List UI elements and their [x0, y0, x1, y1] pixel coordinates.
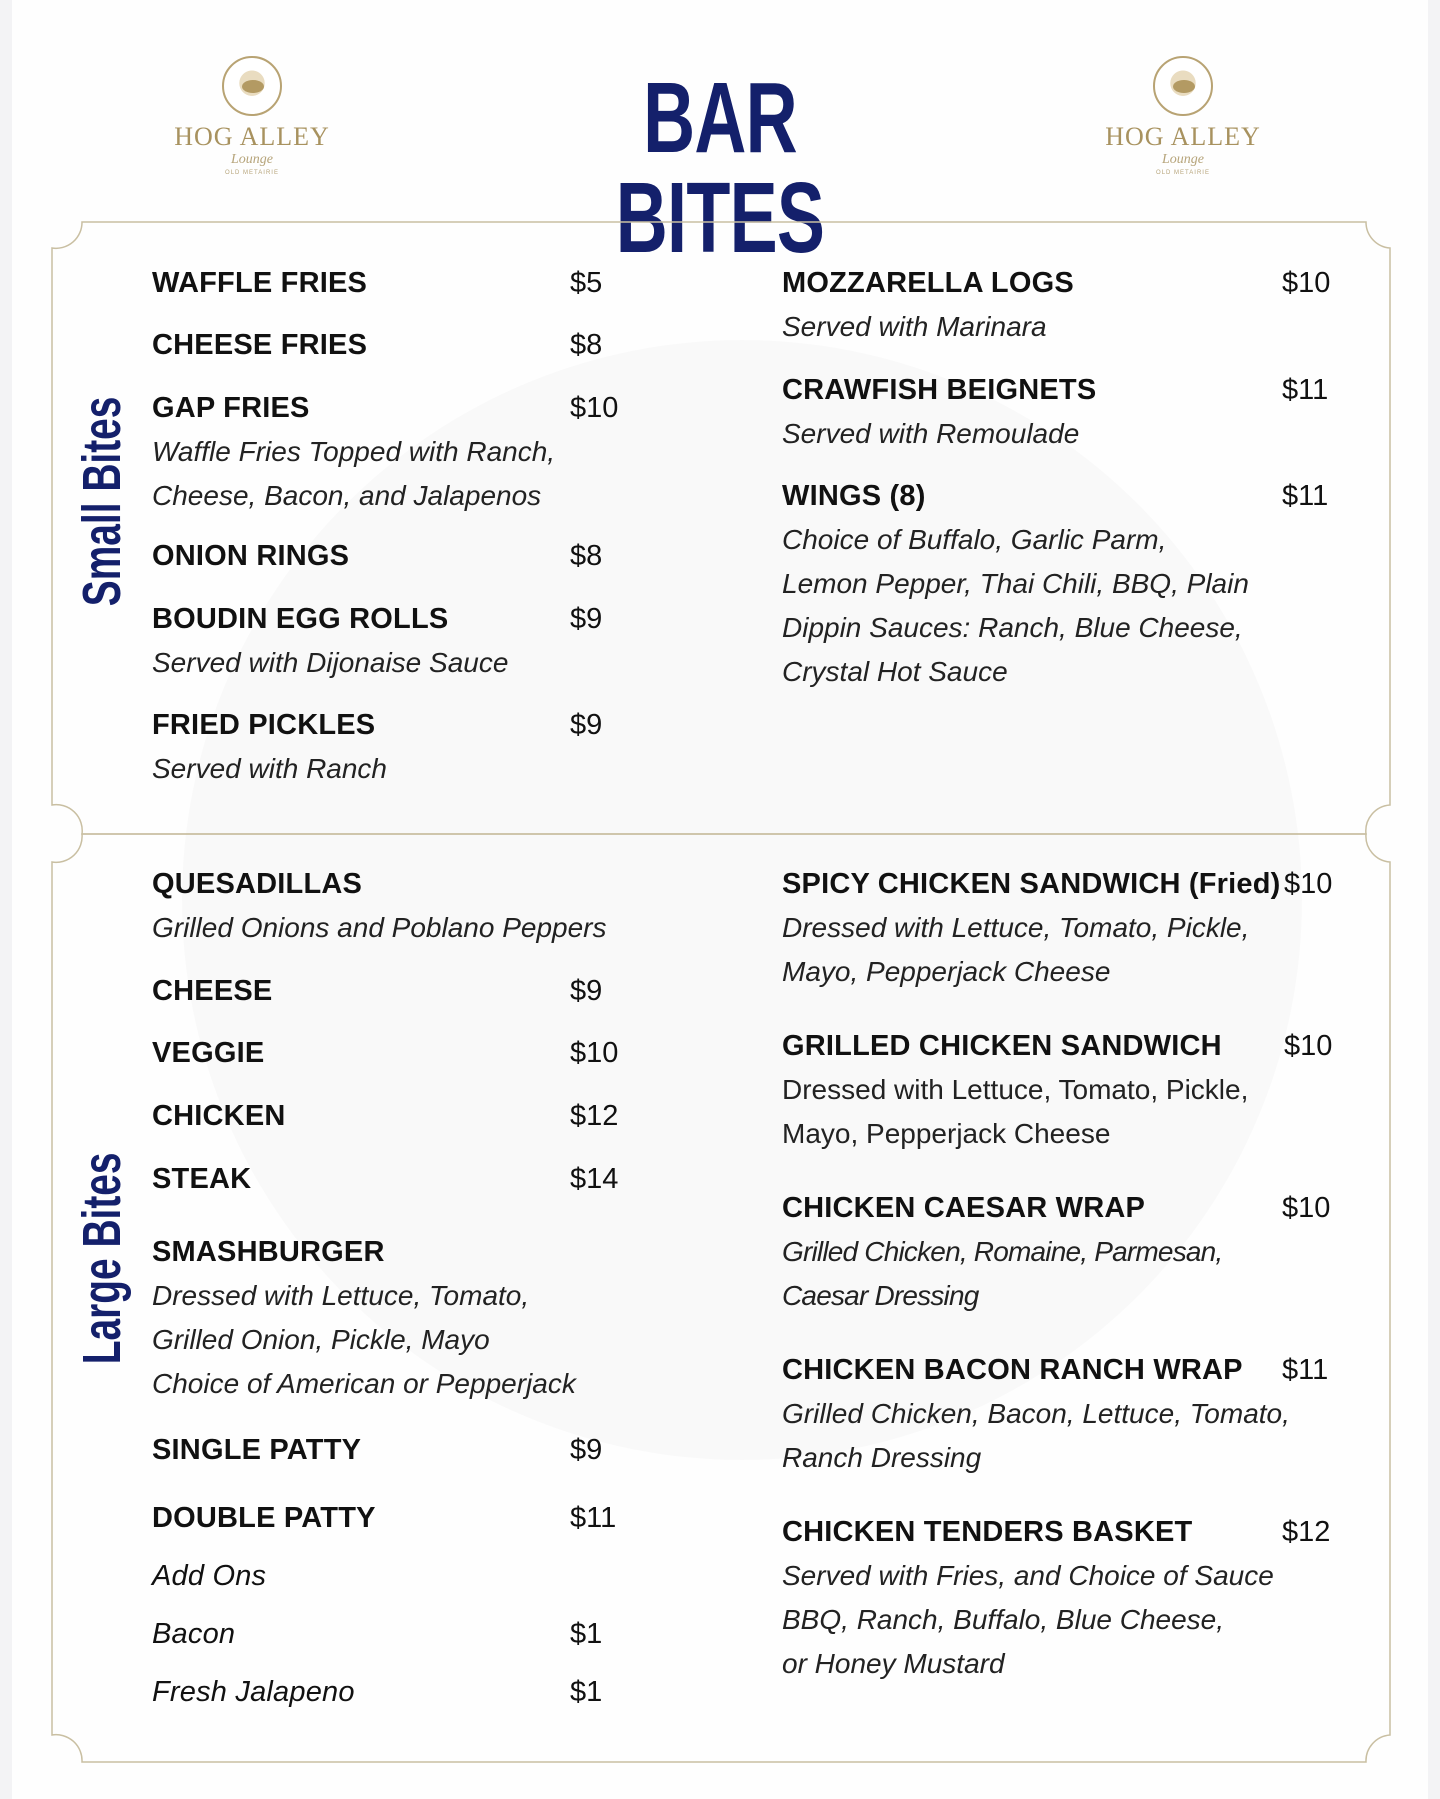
description-line: Grilled Onions and Poblano Peppers — [152, 912, 607, 943]
page-title: BAR BITES — [615, 62, 825, 274]
description-line: Mayo, Pepperjack Cheese — [782, 956, 1111, 987]
item-name: Add Ons — [152, 1560, 267, 1592]
description-line: Served with Fries, and Choice of Sauce — [782, 1560, 1274, 1591]
item-price: $10 — [1284, 1030, 1333, 1062]
item-price: $10 — [1282, 1192, 1331, 1224]
description-line: Crystal Hot Sauce — [782, 656, 1008, 687]
item-price: $11 — [1282, 1354, 1329, 1386]
logo-tagline: OLD METAIRIE — [1156, 170, 1210, 176]
item-price: $1 — [570, 1676, 603, 1708]
description-line: Served with Marinara — [782, 311, 1047, 342]
description-line: Grilled Chicken, Romaine, Parmesan, — [782, 1236, 1223, 1267]
item-description — [782, 906, 1249, 994]
item-description — [782, 1068, 1248, 1156]
item-description — [152, 747, 387, 791]
item-name: CRAWFISH BEIGNETS — [782, 374, 1097, 406]
item-price: $12 — [570, 1100, 619, 1132]
item-name: CHICKEN — [152, 1100, 286, 1132]
item-description — [782, 305, 1047, 349]
item-description — [152, 641, 508, 685]
section-label-small-bites: Small Bites — [72, 396, 132, 607]
item-name: ONION RINGS — [152, 540, 350, 572]
item-name: SMASHBURGER — [152, 1236, 385, 1268]
description-line: Served with Ranch — [152, 753, 388, 784]
description-line: Dressed with Lettuce, Tomato, — [152, 1280, 530, 1311]
description-line: BBQ, Ranch, Buffalo, Blue Cheese, — [782, 1604, 1225, 1635]
item-name: MOZZARELLA LOGS — [782, 267, 1074, 299]
item-price: $10 — [1284, 868, 1333, 900]
item-name: SPICY CHICKEN SANDWICH (Fried) — [782, 868, 1281, 900]
item-price: $12 — [1282, 1516, 1331, 1548]
item-description — [782, 518, 1249, 694]
description-line: or Honey Mustard — [782, 1648, 1005, 1679]
logo-subtitle: Lounge — [1162, 152, 1204, 167]
item-price: $9 — [570, 1434, 603, 1466]
description-line: Mayo, Pepperjack Cheese — [782, 1118, 1111, 1149]
item-name: BOUDIN EGG ROLLS — [152, 603, 449, 635]
item-price: $11 — [1282, 374, 1329, 406]
item-price: $9 — [570, 975, 603, 1007]
item-name: WINGS (8) — [782, 480, 926, 512]
description-line: Choice of American or Pepperjack — [152, 1368, 576, 1399]
description-line: Choice of Buffalo, Garlic Parm, — [782, 524, 1167, 555]
item-name: CHICKEN TENDERS BASKET — [782, 1516, 1193, 1548]
item-name: CHICKEN CAESAR WRAP — [782, 1192, 1146, 1224]
logo-name: HOG ALLEY — [174, 122, 330, 151]
item-price: $14 — [570, 1163, 619, 1195]
item-name: STEAK — [152, 1163, 252, 1195]
description-line: Lemon Pepper, Thai Chili, BBQ, Plain — [782, 568, 1249, 599]
description-line: Dressed with Lettuce, Tomato, Pickle, — [782, 1074, 1249, 1105]
item-name: QUESADILLAS — [152, 868, 363, 900]
item-price: $8 — [570, 329, 603, 361]
item-name: CHEESE FRIES — [152, 329, 368, 361]
item-description — [782, 1554, 1274, 1686]
item-price: $11 — [570, 1502, 617, 1534]
item-description — [152, 430, 555, 518]
item-name: DOUBLE PATTY — [152, 1502, 376, 1534]
description-line: Grilled Onion, Pickle, Mayo — [152, 1324, 490, 1355]
item-name: SINGLE PATTY — [152, 1434, 362, 1466]
item-price: $10 — [570, 392, 619, 424]
item-description — [152, 1274, 576, 1406]
description-line: Dressed with Lettuce, Tomato, Pickle, — [782, 912, 1250, 943]
item-price: $11 — [1282, 480, 1329, 512]
item-price: $1 — [570, 1618, 603, 1650]
item-price: $10 — [570, 1037, 619, 1069]
description-line: Dippin Sauces: Ranch, Blue Cheese, — [782, 612, 1243, 643]
logo-tagline: OLD METAIRIE — [225, 170, 279, 176]
item-price: $9 — [570, 709, 603, 741]
description-line: Ranch Dressing — [782, 1442, 982, 1473]
description-line: Served with Remoulade — [782, 418, 1080, 449]
item-name: GRILLED CHICKEN SANDWICH — [782, 1030, 1222, 1062]
description-line: Cheese, Bacon, and Jalapenos — [152, 480, 542, 511]
item-price: $9 — [570, 603, 603, 635]
item-description — [782, 412, 1079, 456]
item-name: FRIED PICKLES — [152, 709, 376, 741]
logo-subtitle: Lounge — [231, 152, 273, 167]
item-description — [782, 1230, 1222, 1318]
description-line: Caesar Dressing — [782, 1280, 979, 1311]
item-description — [782, 1392, 1290, 1480]
description-line: Waffle Fries Topped with Ranch, — [152, 436, 556, 467]
item-description — [152, 906, 607, 950]
item-name: CHEESE — [152, 975, 273, 1007]
item-price: $5 — [570, 267, 603, 299]
item-price: $10 — [1282, 267, 1331, 299]
description-line: Grilled Chicken, Bacon, Lettuce, Tomato, — [782, 1398, 1290, 1429]
section-label-large-bites: Large Bites — [72, 1152, 132, 1365]
item-name: CHICKEN BACON RANCH WRAP — [782, 1354, 1243, 1386]
item-name: GAP FRIES — [152, 392, 310, 424]
logo-name: HOG ALLEY — [1105, 122, 1261, 151]
item-name: Fresh Jalapeno — [152, 1676, 355, 1708]
description-line: Served with Dijonaise Sauce — [152, 647, 509, 678]
item-name: Bacon — [152, 1618, 236, 1650]
item-name: VEGGIE — [152, 1037, 265, 1069]
item-price: $8 — [570, 540, 603, 572]
item-name: WAFFLE FRIES — [152, 267, 368, 299]
